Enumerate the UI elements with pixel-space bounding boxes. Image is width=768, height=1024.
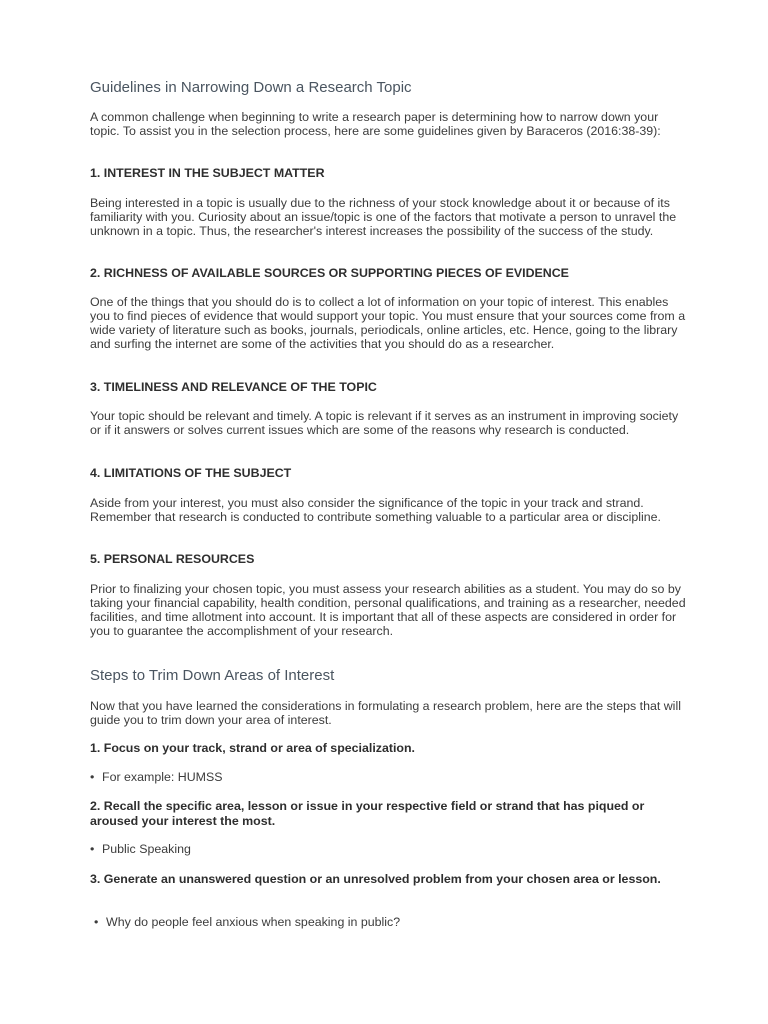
bullet-dot: • [90, 770, 95, 784]
steps-intro: Now that you have learned the considerations in formulating a research problem, here are the steps that will guide you to trim down your area of interest. [90, 699, 681, 727]
step-heading-3: 3. Generate an unanswered question or an unresolved problem from your chosen area or lesson. [90, 872, 661, 886]
step-bullet-2 [90, 842, 690, 857]
section-title-guidelines: Guidelines in Narrowing Down a Research Topic [90, 79, 412, 96]
guideline-heading-2: 2. RICHNESS OF AVAILABLE SOURCES OR SUPPORTING PIECES OF EVIDENCE [90, 266, 569, 280]
guideline-heading-3: 3. TIMELINESS AND RELEVANCE OF THE TOPIC [90, 380, 377, 394]
guideline-heading-1: 1. INTEREST IN THE SUBJECT MATTER [90, 166, 325, 180]
step-bullet-1 [90, 770, 690, 785]
guidelines-intro: A common challenge when beginning to write a research paper is determining how to narrow down your topic. To assist you in the selection process, here are some guidelines given by Baraceros (2016:38-39): [90, 110, 661, 138]
bullet-dot: • [90, 842, 95, 856]
step-bullet-3 [94, 915, 694, 930]
section-title-steps: Steps to Trim Down Areas of Interest [90, 667, 335, 684]
guideline-body-3: Your topic should be relevant and timely. A topic is relevant if it serves as an instrument in improving society or if it answers or solves current issues which are some of the reasons why research is conducted. [90, 409, 679, 437]
guideline-body-2: One of the things that you should do is to collect a lot of information on your topic of interest. This enables you to find pieces of evidence that would support your topic. You must ensure that your sources come from a wide variety of literature such as books, journals, periodicals, online articles, etc. Hence, going to the library and surfing the internet are some of the activities that you should do as a researcher. [90, 295, 686, 351]
step-bullet-text-1: For example: HUMSS [102, 770, 223, 784]
bullet-dot: • [94, 915, 99, 929]
step-bullet-text-2: Public Speaking [102, 842, 191, 856]
step-heading-1: 1. Focus on your track, strand or area of specialization. [90, 741, 416, 755]
step-heading-2: 2. Recall the specific area, lesson or issue in your respective field or strand that has piqued or aroused your interest the most. [90, 799, 645, 828]
guideline-body-1: Being interested in a topic is usually due to the richness of your stock knowledge about it or because of its familiarity with you. Curiosity about an issue/topic is one of the factors that motivate a person to unravel the unknown in a topic. Thus, the researcher's interest increases the possibility of the success of the study. [90, 196, 677, 238]
guideline-heading-4: 4. LIMITATIONS OF THE SUBJECT [90, 466, 292, 480]
guideline-heading-5: 5. PERSONAL RESOURCES [90, 552, 255, 566]
step-bullet-text-3: Why do people feel anxious when speaking in public? [106, 915, 401, 929]
guideline-body-5: Prior to finalizing your chosen topic, you must assess your research abilities as a student. You may do so by taking your financial capability, health condition, personal qualifications, and training as a researcher, needed facilities, and time allotment into account. It is important that all of these aspects are considered in order for you to guarantee the accomplishment of your research. [90, 582, 686, 638]
guideline-body-4: Aside from your interest, you must also consider the significance of the topic in your track and strand. Remember that research is conducted to contribute something valuable to a particular area or discipline. [90, 496, 661, 524]
